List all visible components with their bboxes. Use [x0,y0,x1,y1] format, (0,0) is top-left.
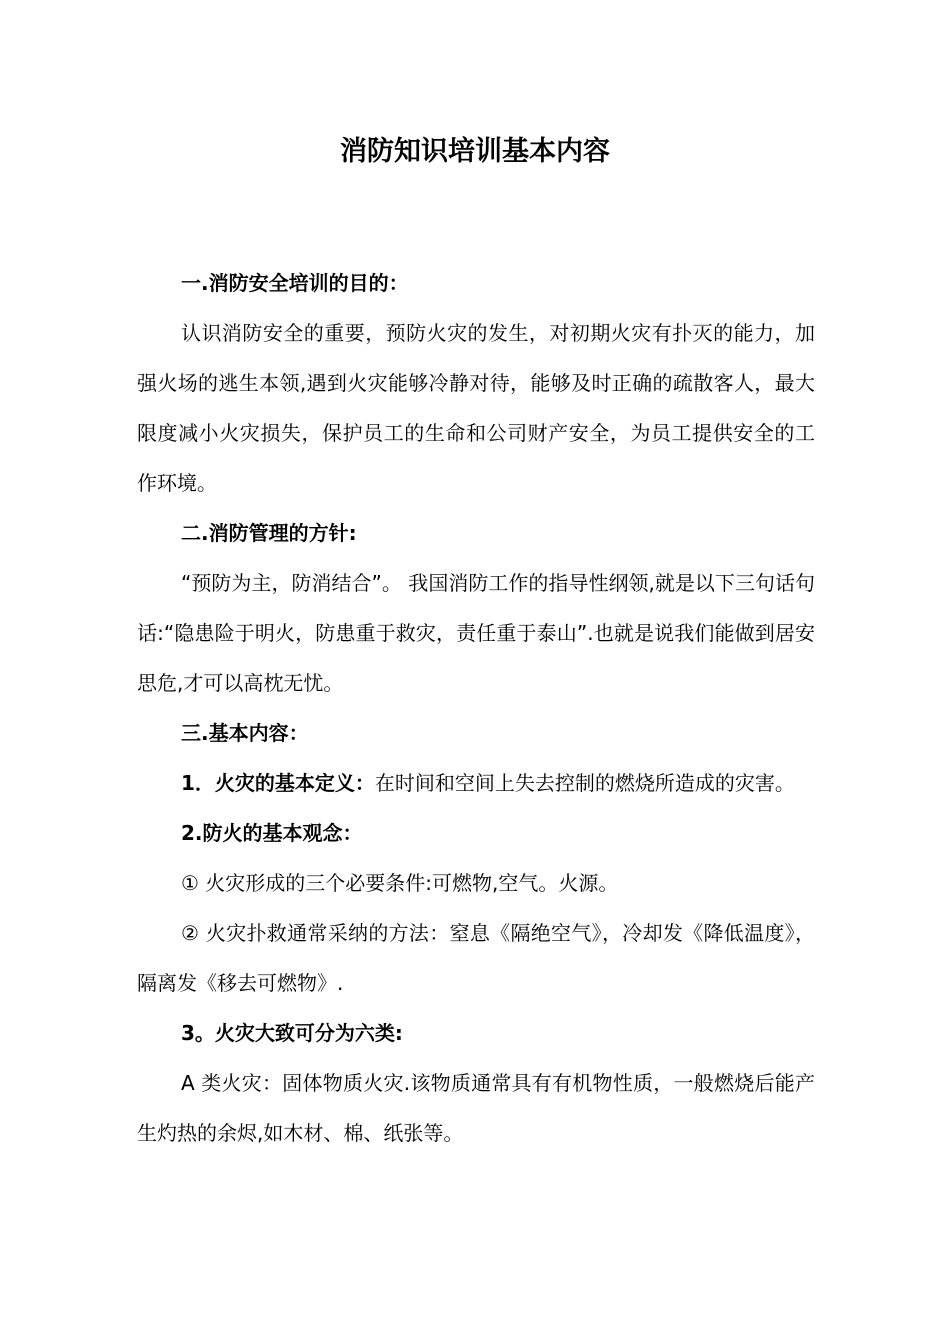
section-heading-purpose: 一.消防安全培训的目的： [181,271,409,295]
paragraph-policy: “预防为主，防消结合”。 我国消防工作的指导性纲领,就是以下三句话句话:“隐患险于明火，防患重于救灾，责任重于泰山”.也就是说我们能做到居安思危,才可以高枕无忧。 [137,571,815,695]
point-fire-conditions: ① 火灾形成的三个必要条件:可燃物,空气。火源。 [181,871,619,895]
fire-definition-text: 在时间和空间上失去控制的燃烧所造成的灾害。 [374,771,795,795]
subheading-fire-classes: 3。火灾大致可分为六类: [181,1021,403,1045]
paragraph-fire-definition [137,758,815,808]
paragraph-purpose: 认识消防安全的重要，预防火灾的发生，对初期火灾有扑灭的能力，加强火场的逃生本领,遇到火灾能够冷静对待，能够及时正确的疏散客人，最大限度减小火灾损失，保护员工的生命和公司财产安全，为员工提供安全的工作环境。 [137,321,815,495]
page-title: 消防知识培训基本内容 [340,136,610,167]
subheading-prevention-concepts: 2.防火的基本观念： [181,821,363,845]
point-extinguish-methods: ② 火灾扑救通常采纳的方法：窒息《隔绝空气》，冷却发《降低温度》，隔离发《移去可燃物》. [137,921,815,995]
document-body [137,258,815,1158]
section-heading-basics: 三.基本内容： [181,721,309,745]
point-class-a-fire: A 类火灾：固体物质火灾.该物质通常具有有机物性质，一般燃烧后能产生灼热的余烬,如木材、棉、纸张等。 [137,1071,815,1145]
section-heading-policy: 二.消防管理的方针: [181,521,357,545]
fire-definition-label: 1．火灾的基本定义： [181,771,375,795]
